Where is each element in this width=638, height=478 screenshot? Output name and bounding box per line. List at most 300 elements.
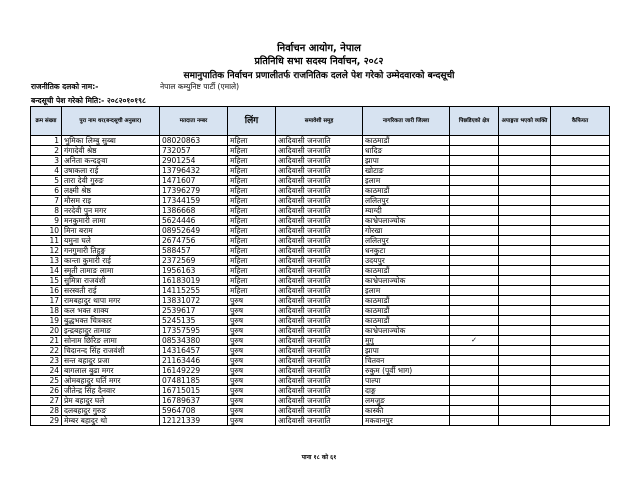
voter-number-cell: 07481185 <box>160 376 228 386</box>
table-row <box>31 146 610 156</box>
gender-cell: पुरुष <box>228 326 276 336</box>
voter-number-cell: 13796432 <box>160 166 228 176</box>
sn-cell: 20 <box>31 326 62 336</box>
gender-cell: महिला <box>228 196 276 206</box>
voter-number-cell: 17344159 <box>160 196 228 206</box>
group-cell: आदिवासी जनजाति <box>276 146 363 156</box>
disability-cell <box>499 376 551 386</box>
table-row <box>31 406 610 416</box>
group-cell: आदिवासी जनजाति <box>276 266 363 276</box>
backward-area-cell <box>450 376 499 386</box>
gender-cell: महिला <box>228 226 276 236</box>
name-cell: अनिता कन्दङ्वा <box>62 156 160 166</box>
sn-cell: 12 <box>31 246 62 256</box>
district-cell: इलाम <box>363 286 450 296</box>
backward-area-cell <box>450 346 499 356</box>
backward-area-cell <box>450 266 499 276</box>
gender-cell: पुरुष <box>228 316 276 326</box>
sn-cell: 1 <box>31 136 62 146</box>
name-cell: जीतेन्द्र सिंह दैनवार <box>62 386 160 396</box>
remarks-cell <box>551 316 610 326</box>
gender-cell: महिला <box>228 236 276 246</box>
table-row <box>31 216 610 226</box>
gender-cell: महिला <box>228 166 276 176</box>
backward-area-cell <box>450 176 499 186</box>
district-cell: काभ्रेपलाञ्चोक <box>363 326 450 336</box>
sn-cell: 4 <box>31 166 62 176</box>
group-cell: आदिवासी जनजाति <box>276 216 363 226</box>
disability-cell <box>499 316 551 326</box>
sn-cell: 11 <box>31 236 62 246</box>
sn-cell: 14 <box>31 266 62 276</box>
table-row <box>31 196 610 206</box>
remarks-cell <box>551 186 610 196</box>
sn-cell: 27 <box>31 396 62 406</box>
disability-cell <box>499 166 551 176</box>
name-cell: तारा देवी गुरुङ <box>62 176 160 186</box>
table-row <box>31 256 610 266</box>
group-cell: आदिवासी जनजाति <box>276 256 363 266</box>
name-cell: रामबहादुर थापा मगर <box>62 296 160 306</box>
submission-date: बन्दसूची पेश गरेको मिति:- २०८२०१०१९८ <box>31 96 146 105</box>
name-cell: सरस्वती राई <box>62 286 160 296</box>
col-header-gender: लिंग <box>228 107 276 136</box>
district-cell: काठमाडौं <box>363 306 450 316</box>
table-row <box>31 346 610 356</box>
name-cell: नरदेवी पुन मगर <box>62 206 160 216</box>
sn-cell: 19 <box>31 316 62 326</box>
group-cell: आदिवासी जनजाति <box>276 346 363 356</box>
backward-area-cell <box>450 136 499 146</box>
backward-area-cell <box>450 386 499 396</box>
group-cell: आदिवासी जनजाति <box>276 406 363 416</box>
gender-cell: महिला <box>228 266 276 276</box>
name-cell: गनगुमारी तिहुङ्ग <box>62 246 160 256</box>
group-cell: आदिवासी जनजाति <box>276 376 363 386</box>
name-cell: लक्ष्मी श्रेष्ठ <box>62 186 160 196</box>
name-cell: उषाकला राई <box>62 166 160 176</box>
commission-title: निर्वाचन आयोग, नेपाल <box>277 43 361 54</box>
election-title: प्रतिनिधि सभा सदस्य निर्वाचन, २०८२ <box>254 56 384 67</box>
disability-cell <box>499 146 551 156</box>
remarks-cell <box>551 176 610 186</box>
district-cell: म्याग्दी <box>363 206 450 216</box>
table-row <box>31 306 610 316</box>
sn-cell: 7 <box>31 196 62 206</box>
remarks-cell <box>551 406 610 416</box>
col-header-district: नागरिकता जारी जिल्ला <box>363 107 450 136</box>
voter-number-cell: 16715015 <box>160 386 228 396</box>
remarks-cell <box>551 226 610 236</box>
district-cell: पाल्पा <box>363 376 450 386</box>
group-cell: आदिवासी जनजाति <box>276 186 363 196</box>
district-cell: चितवन <box>363 356 450 366</box>
district-cell: झापा <box>363 346 450 356</box>
col-header-remarks: कैफियत <box>551 107 610 136</box>
sn-cell: 29 <box>31 416 62 426</box>
backward-area-cell <box>450 236 499 246</box>
district-cell: काठमाडौं <box>363 136 450 146</box>
voter-number-cell: 12121339 <box>160 416 228 426</box>
disability-cell <box>499 326 551 336</box>
backward-area-cell <box>450 166 499 176</box>
district-cell: काठमाडौं <box>363 296 450 306</box>
gender-cell: पुरुष <box>228 336 276 346</box>
group-cell: आदिवासी जनजाति <box>276 156 363 166</box>
col-header-voter-no: मतदाता नम्बर <box>160 107 228 136</box>
group-cell: आदिवासी जनजाति <box>276 286 363 296</box>
name-cell: बुद्धभक्त चित्रकार <box>62 316 160 326</box>
group-cell: आदिवासी जनजाति <box>276 136 363 146</box>
sn-cell: 6 <box>31 186 62 196</box>
remarks-cell <box>551 306 610 316</box>
remarks-cell <box>551 256 610 266</box>
gender-cell: पुरुष <box>228 406 276 416</box>
disability-cell <box>499 296 551 306</box>
backward-area-cell <box>450 366 499 376</box>
remarks-cell <box>551 386 610 396</box>
group-cell: आदिवासी जनजाति <box>276 206 363 216</box>
name-cell: यमुना घले <box>62 236 160 246</box>
gender-cell: महिला <box>228 136 276 146</box>
table-row <box>31 296 610 306</box>
district-cell: इलाम <box>363 176 450 186</box>
gender-cell: महिला <box>228 156 276 166</box>
remarks-cell <box>551 376 610 386</box>
disability-cell <box>499 156 551 166</box>
sn-cell: 17 <box>31 296 62 306</box>
sn-cell: 21 <box>31 336 62 346</box>
group-cell: आदिवासी जनजाति <box>276 306 363 316</box>
table-row <box>31 186 610 196</box>
voter-number-cell: 2901254 <box>160 156 228 166</box>
remarks-cell <box>551 326 610 336</box>
table-row <box>31 386 610 396</box>
gender-cell: महिला <box>228 216 276 226</box>
party-name: नेपाल कम्युनिष्ट पार्टी (एमाले) <box>160 82 240 91</box>
gender-cell: महिला <box>228 276 276 286</box>
disability-cell <box>499 196 551 206</box>
backward-area-cell <box>450 186 499 196</box>
voter-number-cell: 08952649 <box>160 226 228 236</box>
backward-area-cell <box>450 396 499 406</box>
group-cell: आदिवासी जनजाति <box>276 296 363 306</box>
remarks-cell <box>551 296 610 306</box>
sn-cell: 15 <box>31 276 62 286</box>
group-cell: आदिवासी जनजाति <box>276 196 363 206</box>
col-header-name: पुरा नाम थर(बन्दसूची अनुसार) <box>62 107 160 136</box>
table-row <box>31 226 610 236</box>
disability-cell <box>499 246 551 256</box>
voter-number-cell: 08534380 <box>160 336 228 346</box>
group-cell: आदिवासी जनजाति <box>276 316 363 326</box>
district-cell: धनकुटा <box>363 246 450 256</box>
gender-cell: महिला <box>228 286 276 296</box>
group-cell: आदिवासी जनजाति <box>276 236 363 246</box>
group-cell: आदिवासी जनजाति <box>276 396 363 406</box>
district-cell: गोरखा <box>363 226 450 236</box>
gender-cell: पुरुष <box>228 396 276 406</box>
voter-number-cell: 21163446 <box>160 356 228 366</box>
disability-cell <box>499 356 551 366</box>
group-cell: आदिवासी जनजाति <box>276 176 363 186</box>
table-row <box>31 236 610 246</box>
disability-cell <box>499 386 551 396</box>
backward-area-cell <box>450 216 499 226</box>
voter-number-cell: 17396279 <box>160 186 228 196</box>
sn-cell: 16 <box>31 286 62 296</box>
sn-cell: 9 <box>31 216 62 226</box>
candidate-table <box>30 106 610 426</box>
name-cell: मनकुमारी लामा <box>62 216 160 226</box>
col-header-backward: पिछडिएको क्षेत्र <box>450 107 499 136</box>
backward-area-cell <box>450 156 499 166</box>
group-cell: आदिवासी जनजाति <box>276 326 363 336</box>
col-header-group: समावेशी समूह <box>276 107 363 136</box>
name-cell: मेम्बर बहादुर थो <box>62 416 160 426</box>
name-cell: दलबहादुर गुरुङ <box>62 406 160 416</box>
name-cell: इन्द्रबहादुर तामाङ <box>62 326 160 336</box>
table-row <box>31 166 610 176</box>
voter-number-cell: 16149229 <box>160 366 228 376</box>
disability-cell <box>499 206 551 216</box>
table-row <box>31 276 610 286</box>
disability-cell <box>499 306 551 316</box>
voter-number-cell: 2539617 <box>160 306 228 316</box>
name-cell: भुमिका लिम्बु सुब्बा <box>62 136 160 146</box>
table-row <box>31 376 610 386</box>
page-number: पाना १८ को ६१ <box>301 454 337 461</box>
group-cell: आदिवासी जनजाति <box>276 366 363 376</box>
group-cell: आदिवासी जनजाति <box>276 336 363 346</box>
gender-cell: महिला <box>228 186 276 196</box>
gender-cell: महिला <box>228 256 276 266</box>
group-cell: आदिवासी जनजाति <box>276 276 363 286</box>
remarks-cell <box>551 346 610 356</box>
backward-area-cell <box>450 246 499 256</box>
backward-area-cell <box>450 146 499 156</box>
name-cell: सोनाम छिरिङ लामा <box>62 336 160 346</box>
name-cell: कान्ता कुमारी राई <box>62 256 160 266</box>
district-cell: काठमाडौं <box>363 316 450 326</box>
district-cell: मकवानपुर <box>363 416 450 426</box>
disability-cell <box>499 256 551 266</box>
gender-cell: पुरुष <box>228 376 276 386</box>
district-cell: ललितपुर <box>363 196 450 206</box>
disability-cell <box>499 216 551 226</box>
sn-cell: 5 <box>31 176 62 186</box>
gender-cell: पुरुष <box>228 386 276 396</box>
gender-cell: महिला <box>228 246 276 256</box>
group-cell: आदिवासी जनजाति <box>276 386 363 396</box>
backward-area-cell <box>450 196 499 206</box>
sn-cell: 25 <box>31 376 62 386</box>
disability-cell <box>499 266 551 276</box>
gender-cell: महिला <box>228 146 276 156</box>
district-cell: काभ्रेपलाञ्चोक <box>363 276 450 286</box>
disability-cell <box>499 396 551 406</box>
list-title: समानुपातिक निर्वाचन प्रणालीतर्फ राजनितिक दलले पेश गरेको उम्मेदवारको बन्दसूची <box>183 71 455 81</box>
sn-cell: 2 <box>31 146 62 156</box>
table-row <box>31 396 610 406</box>
sn-cell: 3 <box>31 156 62 166</box>
district-cell: उदयपुर <box>363 256 450 266</box>
disability-cell <box>499 336 551 346</box>
disability-cell <box>499 346 551 356</box>
sn-cell: 23 <box>31 356 62 366</box>
gender-cell: पुरुष <box>228 416 276 426</box>
gender-cell: पुरुष <box>228 346 276 356</box>
sn-cell: 24 <box>31 366 62 376</box>
backward-area-cell <box>450 276 499 286</box>
remarks-cell <box>551 236 610 246</box>
district-cell: काठमाडौं <box>363 266 450 276</box>
gender-cell: महिला <box>228 176 276 186</box>
backward-area-cell <box>450 316 499 326</box>
backward-area-cell <box>450 406 499 416</box>
voter-number-cell: 1471607 <box>160 176 228 186</box>
remarks-cell <box>551 356 610 366</box>
backward-area-cell <box>450 256 499 266</box>
district-cell: धादिङ <box>363 146 450 156</box>
backward-area-cell <box>450 356 499 366</box>
sn-cell: 18 <box>31 306 62 316</box>
sn-cell: 13 <box>31 256 62 266</box>
sn-cell: 8 <box>31 206 62 216</box>
disability-cell <box>499 366 551 376</box>
name-cell: स्मृती तामाङ लामा <box>62 266 160 276</box>
district-cell: झापा <box>363 156 450 166</box>
remarks-cell <box>551 156 610 166</box>
gender-cell: पुरुष <box>228 366 276 376</box>
table-row <box>31 416 610 426</box>
remarks-cell <box>551 416 610 426</box>
table-header-row <box>31 107 610 136</box>
remarks-cell <box>551 276 610 286</box>
voter-number-cell: 5245135 <box>160 316 228 326</box>
voter-number-cell: 2372569 <box>160 256 228 266</box>
voter-number-cell: 08020863 <box>160 136 228 146</box>
remarks-cell <box>551 266 610 276</box>
remarks-cell <box>551 396 610 406</box>
voter-number-cell: 732057 <box>160 146 228 156</box>
disability-cell <box>499 276 551 286</box>
sn-cell: 28 <box>31 406 62 416</box>
remarks-cell <box>551 166 610 176</box>
remarks-cell <box>551 196 610 206</box>
table-row <box>31 356 610 366</box>
table-row <box>31 326 610 336</box>
table-row <box>31 366 610 376</box>
name-cell: सुमित्रा राजवंशी <box>62 276 160 286</box>
gender-cell: पुरुष <box>228 296 276 306</box>
party-label: राजनीतिक दलको नाम:- <box>31 82 99 91</box>
name-cell: कल भक्त शाक्य <box>62 306 160 316</box>
disability-cell <box>499 226 551 236</box>
voter-number-cell: 16789637 <box>160 396 228 406</box>
name-cell: ओमबहादुर घर्ति मगर <box>62 376 160 386</box>
disability-cell <box>499 236 551 246</box>
name-cell: चिदानन्द सिंह राजवंशी <box>62 346 160 356</box>
district-cell: रुकुम (पूर्वी भाग) <box>363 366 450 376</box>
remarks-cell <box>551 366 610 376</box>
col-header-disabled: अपाङ्गता भएको व्यक्ति <box>499 107 551 136</box>
table-row <box>31 336 610 346</box>
district-cell: काभ्रेपलाञ्चोक <box>363 216 450 226</box>
disability-cell <box>499 416 551 426</box>
backward-area-cell <box>450 306 499 316</box>
disability-cell <box>499 406 551 416</box>
disability-cell <box>499 176 551 186</box>
remarks-cell <box>551 246 610 256</box>
voter-number-cell: 1386668 <box>160 206 228 216</box>
district-cell: लमजुङ <box>363 396 450 406</box>
remarks-cell <box>551 206 610 216</box>
voter-number-cell: 16183019 <box>160 276 228 286</box>
voter-number-cell: 14115255 <box>160 286 228 296</box>
backward-area-cell <box>450 206 499 216</box>
table-row <box>31 156 610 166</box>
sn-cell: 10 <box>31 226 62 236</box>
district-cell: ललितपुर <box>363 236 450 246</box>
col-header-sn: क्रम संख्या <box>31 107 62 136</box>
backward-area-cell <box>450 296 499 306</box>
sn-cell: 22 <box>31 346 62 356</box>
group-cell: आदिवासी जनजाति <box>276 416 363 426</box>
table-row <box>31 246 610 256</box>
backward-area-cell <box>450 326 499 336</box>
gender-cell: पुरुष <box>228 306 276 316</box>
remarks-cell <box>551 286 610 296</box>
name-cell: मिना बराम <box>62 226 160 236</box>
district-cell: काठमाडौं <box>363 186 450 196</box>
voter-number-cell: 17357595 <box>160 326 228 336</box>
voter-number-cell: 2674756 <box>160 236 228 246</box>
district-cell: खोटाङ <box>363 166 450 176</box>
voter-number-cell: 1956163 <box>160 266 228 276</box>
voter-number-cell: 14316457 <box>160 346 228 356</box>
remarks-cell <box>551 136 610 146</box>
voter-number-cell: 13831072 <box>160 296 228 306</box>
backward-area-cell: ✓ <box>450 336 499 346</box>
voter-number-cell: 588457 <box>160 246 228 256</box>
disability-cell <box>499 136 551 146</box>
name-cell: प्रेम बहादुर घले <box>62 396 160 406</box>
group-cell: आदिवासी जनजाति <box>276 226 363 236</box>
gender-cell: पुरुष <box>228 356 276 366</box>
name-cell: बागलाल बुढा मगर <box>62 366 160 376</box>
gender-cell: महिला <box>228 206 276 216</box>
voter-number-cell: 5624446 <box>160 216 228 226</box>
table-row <box>31 266 610 276</box>
backward-area-cell <box>450 416 499 426</box>
remarks-cell <box>551 216 610 226</box>
name-cell: सन्त बहादुर प्रजा <box>62 356 160 366</box>
table-row <box>31 206 610 216</box>
table-row <box>31 176 610 186</box>
table-row <box>31 286 610 296</box>
district-cell: मुगु <box>363 336 450 346</box>
remarks-cell <box>551 336 610 346</box>
name-cell: गंगादेवी श्रेष्ठ <box>62 146 160 156</box>
name-cell: मौसम राइ <box>62 196 160 206</box>
group-cell: आदिवासी जनजाति <box>276 166 363 176</box>
group-cell: आदिवासी जनजाति <box>276 356 363 366</box>
disability-cell <box>499 286 551 296</box>
table-row <box>31 316 610 326</box>
table-row <box>31 136 610 146</box>
group-cell: आदिवासी जनजाति <box>276 246 363 256</box>
